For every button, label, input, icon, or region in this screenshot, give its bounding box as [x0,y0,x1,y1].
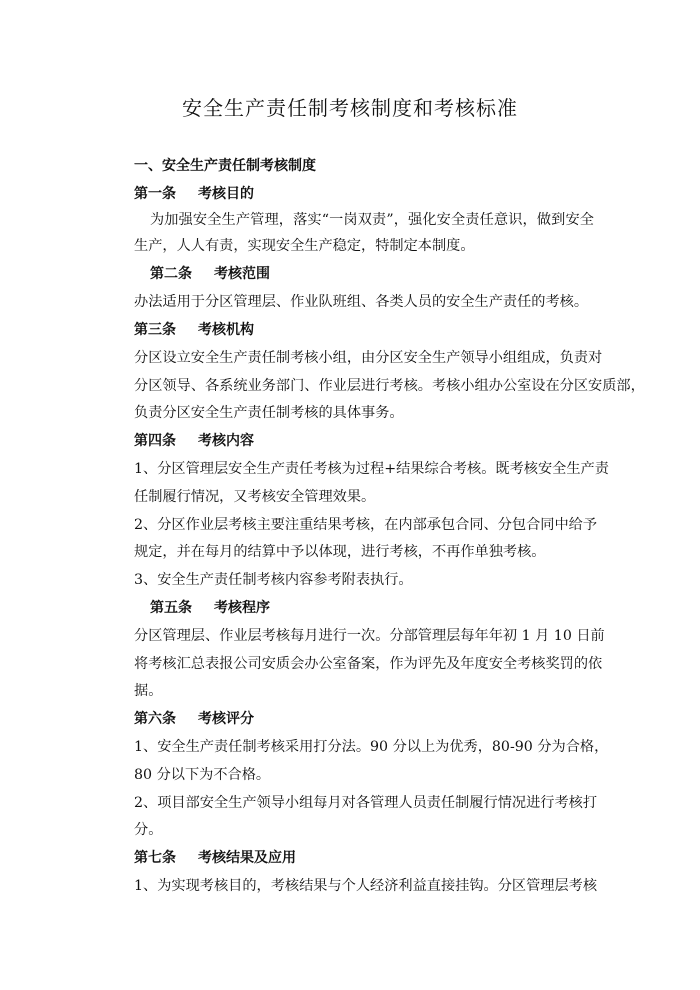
article-2-heading: 第二条 考核范围 [150,266,270,282]
article-6-line-4: 分。 [134,822,163,838]
article-5-heading: 第五条 考核程序 [150,600,270,616]
article-3-line-3: 负责分区安全生产责任制考核的具体事务。 [134,405,404,421]
article-6-line-3: 2、项目部安全生产领导小组每月对各管理人员责任制履行情况进行考核打 [134,795,598,811]
article-1-line-2: 生产，人人有责，实现安全生产稳定，特制定本制度。 [134,238,475,254]
article-1-heading: 第一条 考核目的 [134,186,254,202]
article-6-line-2: 80 分以下为不合格。 [134,767,271,783]
article-4-heading: 第四条 考核内容 [134,433,254,449]
article-4-line-2: 任制履行情况，又考核安全管理效果。 [134,489,376,505]
article-5-line-3: 据。 [134,683,163,699]
article-4-line-4: 规定，并在每月的结算中予以体现，进行考核，不再作单独考核。 [134,544,546,560]
article-5-line-1: 分区管理层、作业层考核每月进行一次。分部管理层每年年初 1 月 10 日前 [134,628,605,644]
article-2-line-1: 办法适用于分区管理层、作业队班组、各类人员的安全生产责任的考核。 [134,294,589,310]
article-3-line-2: 分区领导、各系统业务部门、作业层进行考核。考核小组办公室设在分区安质部， [134,378,645,394]
document-title: 安全生产责任制考核制度和考核标准 [182,96,518,120]
article-6-heading: 第六条 考核评分 [134,711,254,727]
section-heading: 一、安全生产责任制考核制度 [134,158,316,174]
article-6-line-1: 1、安全生产责任制考核采用打分法。90 分以上为优秀，80-90 分为合格， [134,739,609,755]
article-3-heading: 第三条 考核机构 [134,322,254,338]
article-4-line-3: 2、分区作业层考核主要注重结果考核，在内部承包合同、分包合同中给予 [134,517,598,533]
article-4-line-5: 3、安全生产责任制考核内容参考附表执行。 [134,572,413,588]
article-5-line-2: 将考核汇总表报公司安质会办公室备案，作为评先及年度安全考核奖罚的依 [134,656,603,672]
article-3-line-1: 分区设立安全生产责任制考核小组，由分区安全生产领导小组组成，负责对 [134,350,603,366]
article-7-line-1: 1、为实现考核目的，考核结果与个人经济利益直接挂钩。分区管理层考核 [134,878,598,894]
article-7-heading: 第七条 考核结果及应用 [134,850,296,866]
article-1-line-1: 为加强安全生产管理，落实“一岗双责”，强化安全责任意识，做到安全 [150,212,594,228]
article-4-line-1: 1、分区管理层安全生产责任考核为过程+结果综合考核。既考核安全生产责 [134,461,609,477]
